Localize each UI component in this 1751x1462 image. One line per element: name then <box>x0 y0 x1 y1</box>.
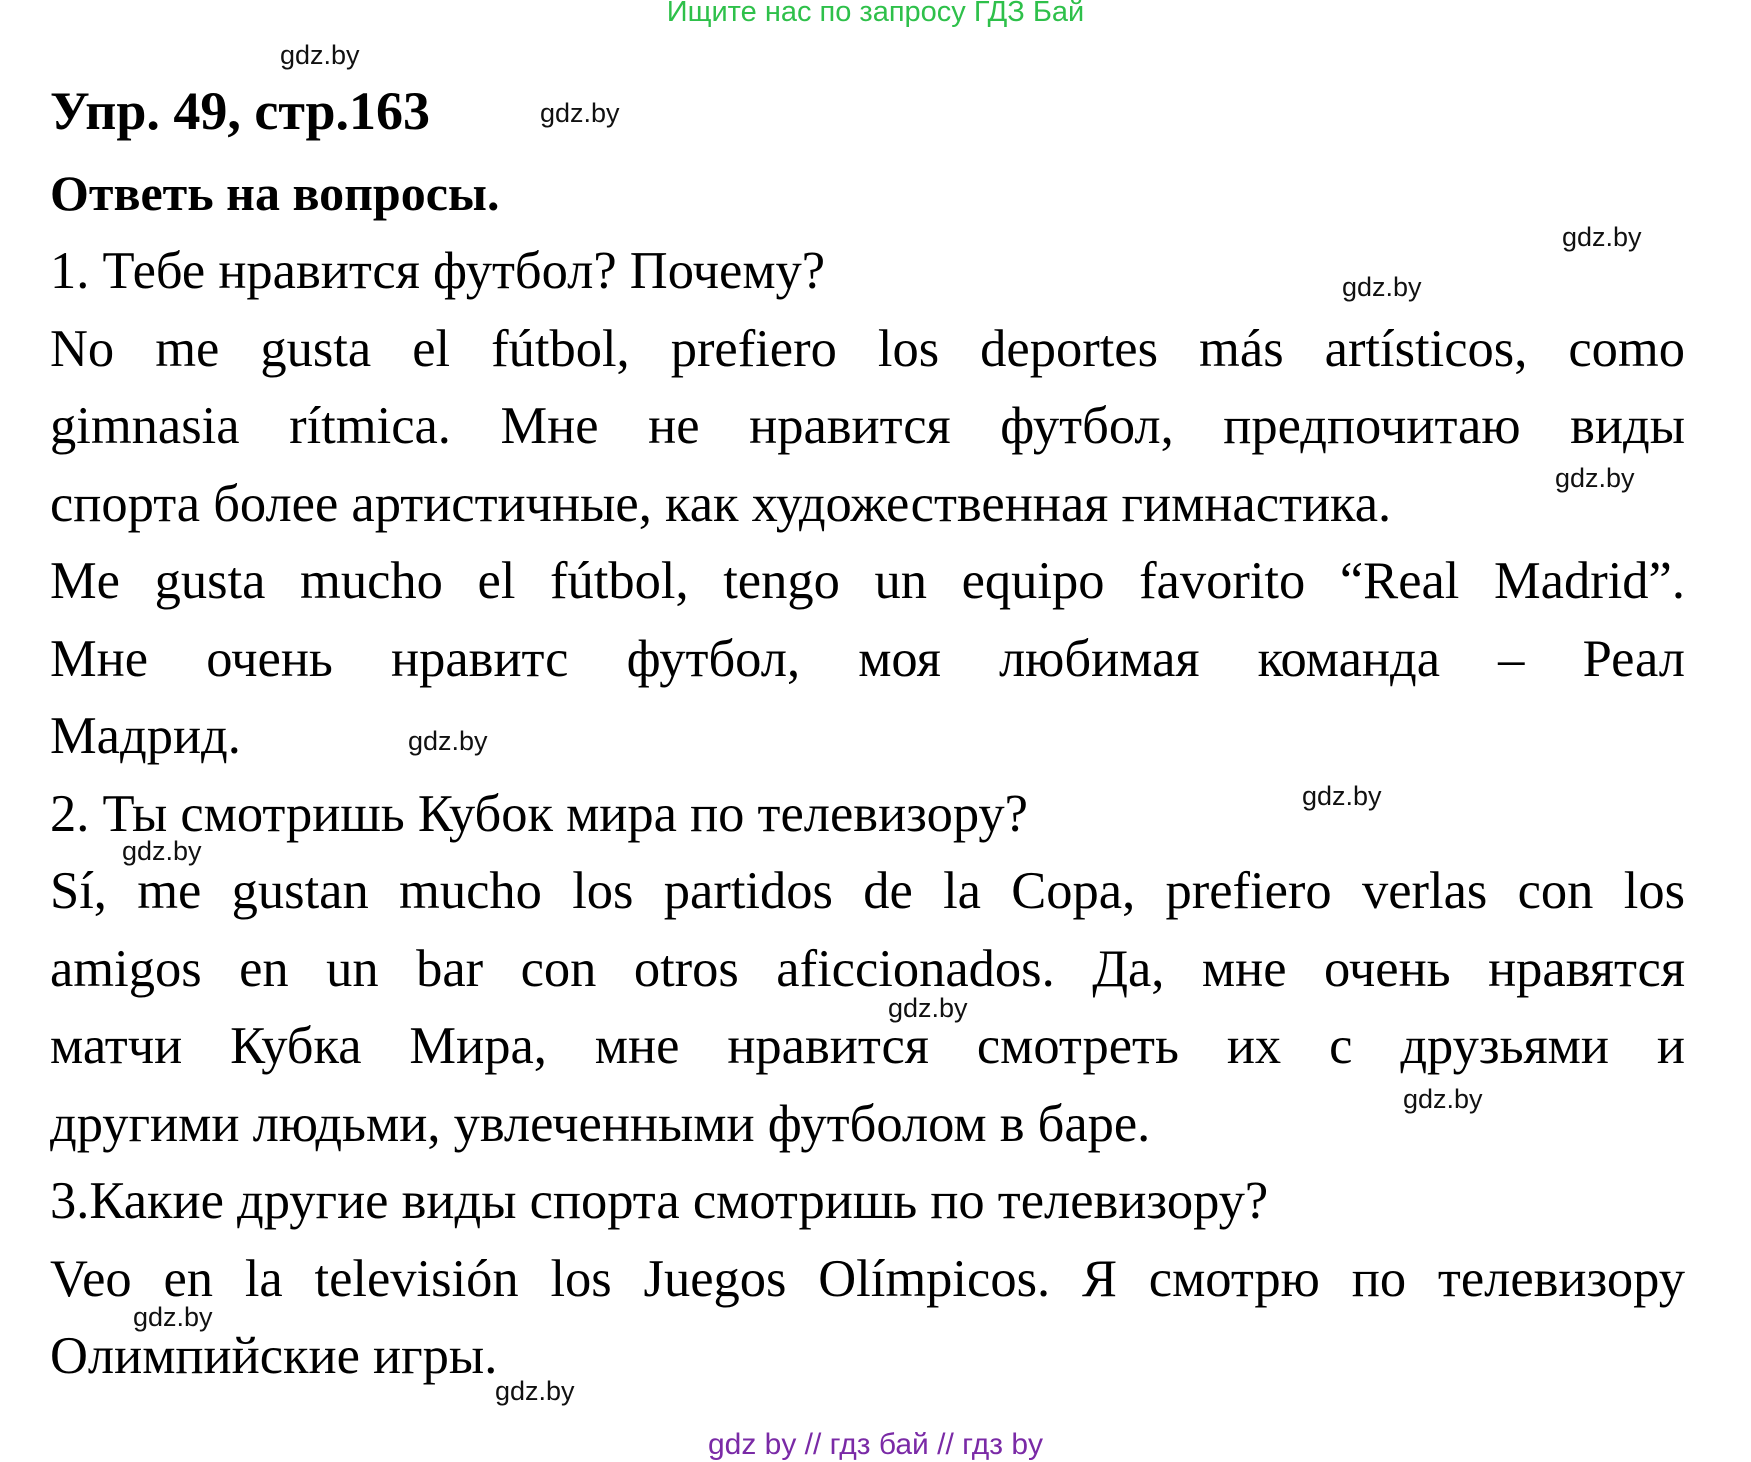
answer-line: спорта более артистичные, как художественная гимнастика. <box>50 474 1392 533</box>
watermark: gdz.by <box>1555 463 1635 493</box>
answer-line: Олимпийские игры. <box>50 1327 498 1385</box>
answer-line: Мадрид. <box>50 707 241 765</box>
answer-line: Veo en la televisión los Juegos Olímpicos. Я смотрю по телевизору <box>50 1249 1685 1308</box>
watermark: gdz.by <box>133 1302 213 1332</box>
watermark: gdz.by <box>540 98 620 128</box>
answer-line: другими людьми, увлеченными футболом в баре. <box>50 1094 1151 1153</box>
watermark: gdz.by <box>408 726 488 756</box>
answer-line: Sí, me gustan mucho los partidos de la Copa, prefiero verlas con los <box>50 862 1685 920</box>
question-2: 2. Ты смотришь Кубок мира по телевизору? <box>50 784 1028 843</box>
footer-watermark: gdz by // гдз бай // гдз by <box>707 1428 1044 1461</box>
watermark: gdz.by <box>495 1376 575 1406</box>
exercise-title: Упр. 49, стр.163 <box>50 81 431 141</box>
answer-line: матчи Кубка Мира, мне нравится смотреть их с друзьями и <box>50 1017 1685 1075</box>
answer-line: gimnasia rítmica. Мне не нравится футбол, предпочитаю виды <box>50 397 1685 455</box>
answer-line: amigos en un bar con otros aficcionados. Да, мне очень нравятся <box>50 939 1685 998</box>
answer-line: Мне очень нравитс футбол, моя любимая команда – Реал <box>50 629 1685 688</box>
watermark: gdz.by <box>280 40 360 70</box>
question-1: 1. Тебе нравится футбол? Почему? <box>50 242 826 300</box>
watermark: gdz.by <box>1562 222 1642 252</box>
top-banner: Ищите нас по запросу ГДЗ Бай <box>666 0 1085 28</box>
answer-text <box>50 233 1685 1396</box>
answer-line: No me gusta el fútbol, prefiero los deportes más artísticos, como <box>50 319 1685 378</box>
watermark: gdz.by <box>888 993 968 1023</box>
watermark: gdz.by <box>122 836 202 866</box>
watermark: gdz.by <box>1302 781 1382 811</box>
watermark: gdz.by <box>1403 1084 1483 1114</box>
watermark: gdz.by <box>1342 272 1422 302</box>
answer-line: Me gusta mucho el fútbol, tengo un equipo favorito “Real Madrid”. <box>50 552 1685 610</box>
exercise-instruction: Ответь на вопросы. <box>50 165 500 221</box>
question-3: 3.Какие другие виды спорта смотришь по телевизору? <box>50 1172 1269 1230</box>
